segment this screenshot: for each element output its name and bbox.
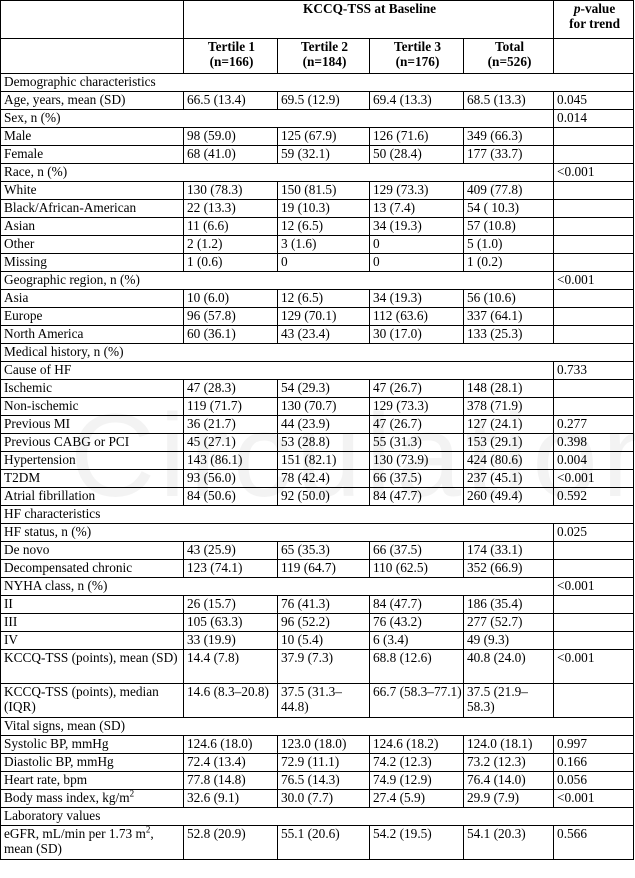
table-row <box>1 684 634 718</box>
table-row <box>1 74 634 92</box>
pvalue-cell: <0.001 <box>554 272 634 290</box>
value-cell: 68.5 (13.3) <box>464 92 554 110</box>
value-cell: 0 <box>370 236 464 254</box>
table-row <box>1 488 634 506</box>
header-row-columns <box>1 39 634 74</box>
row-label: Atrial fibrillation <box>1 488 184 506</box>
pvalue-cell <box>554 614 634 632</box>
row-label: Non-ischemic <box>1 398 184 416</box>
column-header-tertile-3: Tertile 3 (n=176) <box>370 39 464 74</box>
value-cell: 72.4 (13.4) <box>184 754 278 772</box>
value-cell: 56 (10.6) <box>464 290 554 308</box>
row-subheading: Race, n (%) <box>1 164 554 182</box>
value-cell: 66 (37.5) <box>370 470 464 488</box>
row-label-text: eGFR, mL/min per 1.73 m <box>4 826 146 841</box>
value-cell: 14.4 (7.8) <box>184 650 278 684</box>
row-label: Other <box>1 236 184 254</box>
pvalue-cell: 0.398 <box>554 434 634 452</box>
pvalue-cell <box>554 200 634 218</box>
table-row <box>1 614 634 632</box>
pvalue-cell: 0.592 <box>554 488 634 506</box>
value-cell: 424 (80.6) <box>464 452 554 470</box>
row-label: KCCQ-TSS (points), median (IQR) <box>1 684 184 718</box>
value-cell: 44 (23.9) <box>278 416 370 434</box>
pvalue-cell: 0.004 <box>554 452 634 470</box>
pvalue-cell <box>554 326 634 344</box>
table-row <box>1 470 634 488</box>
row-subheading: Sex, n (%) <box>1 110 554 128</box>
value-cell: 14.6 (8.3–20.8) <box>184 684 278 718</box>
value-cell: 74.9 (12.9) <box>370 772 464 790</box>
pvalue-cell <box>554 128 634 146</box>
pvalue-cell <box>554 182 634 200</box>
value-cell: 54 ( 10.3) <box>464 200 554 218</box>
table-row <box>1 362 634 380</box>
value-cell: 153 (29.1) <box>464 434 554 452</box>
value-cell: 150 (81.5) <box>278 182 370 200</box>
pvalue-cell: 0.166 <box>554 754 634 772</box>
value-cell: 409 (77.8) <box>464 182 554 200</box>
value-cell: 129 (70.1) <box>278 308 370 326</box>
value-cell: 1 (0.6) <box>184 254 278 272</box>
pvalue-cell: <0.001 <box>554 578 634 596</box>
section-heading: Medical history, n (%) <box>1 344 634 362</box>
value-cell: 69.4 (13.3) <box>370 92 464 110</box>
section-heading: Laboratory values <box>1 808 634 826</box>
table-row <box>1 308 634 326</box>
value-cell: 105 (63.3) <box>184 614 278 632</box>
value-cell: 34 (19.3) <box>370 218 464 236</box>
pvalue-header: p-value for trend <box>554 1 634 39</box>
row-subheading: Cause of HF <box>1 362 554 380</box>
group-title: KCCQ-TSS at Baseline <box>184 1 554 39</box>
pvalue-cell <box>554 146 634 164</box>
value-cell: 0 <box>278 254 370 272</box>
value-cell: 72.9 (11.1) <box>278 754 370 772</box>
pvalue-cell: 0.997 <box>554 736 634 754</box>
value-cell: 130 (73.9) <box>370 452 464 470</box>
pvalue-cell: <0.001 <box>554 164 634 182</box>
row-label: Asian <box>1 218 184 236</box>
value-cell: 34 (19.3) <box>370 290 464 308</box>
value-cell: 174 (33.1) <box>464 542 554 560</box>
value-cell: 125 (67.9) <box>278 128 370 146</box>
row-label: Europe <box>1 308 184 326</box>
value-cell: 54 (29.3) <box>278 380 370 398</box>
value-cell: 47 (26.7) <box>370 380 464 398</box>
value-cell: 133 (25.3) <box>464 326 554 344</box>
pvalue-cell: 0.277 <box>554 416 634 434</box>
pvalue-cell: 0.025 <box>554 524 634 542</box>
table-row <box>1 808 634 826</box>
value-cell: 96 (57.8) <box>184 308 278 326</box>
row-label: White <box>1 182 184 200</box>
table-row <box>1 92 634 110</box>
row-label: T2DM <box>1 470 184 488</box>
value-cell: 50 (28.4) <box>370 146 464 164</box>
table-row <box>1 128 634 146</box>
column-header-tertile-2: Tertile 2 (n=184) <box>278 39 370 74</box>
row-label: Asia <box>1 290 184 308</box>
row-label: Hypertension <box>1 452 184 470</box>
row-label <box>1 790 184 808</box>
value-cell: 84 (47.7) <box>370 488 464 506</box>
table-row <box>1 416 634 434</box>
row-label-text: , mean (SD) <box>4 826 154 856</box>
value-cell: 22 (13.3) <box>184 200 278 218</box>
value-cell: 277 (52.7) <box>464 614 554 632</box>
pvalue-cell: 0.014 <box>554 110 634 128</box>
value-cell: 43 (25.9) <box>184 542 278 560</box>
value-cell: 98 (59.0) <box>184 128 278 146</box>
section-heading: HF characteristics <box>1 506 634 524</box>
table-row <box>1 218 634 236</box>
column-header-total: Total (n=526) <box>464 39 554 74</box>
row-label: Missing <box>1 254 184 272</box>
table-row <box>1 754 634 772</box>
value-cell: 74.2 (12.3) <box>370 754 464 772</box>
value-cell: 186 (35.4) <box>464 596 554 614</box>
row-label: III <box>1 614 184 632</box>
table-row <box>1 452 634 470</box>
value-cell: 124.6 (18.0) <box>184 736 278 754</box>
value-cell: 33 (19.9) <box>184 632 278 650</box>
value-cell: 93 (56.0) <box>184 470 278 488</box>
value-cell: 11 (6.6) <box>184 218 278 236</box>
row-label: Black/African-American <box>1 200 184 218</box>
value-cell: 52.8 (20.9) <box>184 826 278 860</box>
value-cell: 10 (6.0) <box>184 290 278 308</box>
table-row <box>1 524 634 542</box>
table-row <box>1 772 634 790</box>
table-row <box>1 398 634 416</box>
value-cell: 36 (21.7) <box>184 416 278 434</box>
value-cell: 66.5 (13.4) <box>184 92 278 110</box>
pvalue-cell <box>554 236 634 254</box>
value-cell: 66 (37.5) <box>370 542 464 560</box>
pvalue-cell: <0.001 <box>554 650 634 684</box>
row-label: De novo <box>1 542 184 560</box>
value-cell: 130 (70.7) <box>278 398 370 416</box>
table-row <box>1 254 634 272</box>
value-cell: 112 (63.6) <box>370 308 464 326</box>
table-row <box>1 290 634 308</box>
value-cell: 73.2 (12.3) <box>464 754 554 772</box>
row-subheading: NYHA class, n (%) <box>1 578 554 596</box>
value-cell: 40.8 (24.0) <box>464 650 554 684</box>
row-label: Female <box>1 146 184 164</box>
value-cell: 66.7 (58.3–77.1) <box>370 684 464 718</box>
table-row <box>1 650 634 684</box>
value-cell: 110 (62.5) <box>370 560 464 578</box>
value-cell: 78 (42.4) <box>278 470 370 488</box>
table-row <box>1 506 634 524</box>
row-label: IV <box>1 632 184 650</box>
value-cell: 119 (71.7) <box>184 398 278 416</box>
value-cell: 12 (6.5) <box>278 290 370 308</box>
pvalue-cell: <0.001 <box>554 790 634 808</box>
value-cell: 126 (71.6) <box>370 128 464 146</box>
table-row <box>1 434 634 452</box>
header-empty-cell <box>1 1 184 39</box>
pvalue-cell: 0.733 <box>554 362 634 380</box>
pvalue-cell <box>554 398 634 416</box>
row-label: Decompensated chronic <box>1 560 184 578</box>
value-cell: 37.9 (7.3) <box>278 650 370 684</box>
value-cell: 69.5 (12.9) <box>278 92 370 110</box>
value-cell: 378 (71.9) <box>464 398 554 416</box>
value-cell: 60 (36.1) <box>184 326 278 344</box>
pvalue-cell <box>554 684 634 718</box>
table-row <box>1 146 634 164</box>
pvalue-cell: 0.566 <box>554 826 634 860</box>
superscript: 2 <box>129 789 135 799</box>
pvalue-cell: 0.056 <box>554 772 634 790</box>
value-cell: 37.5 (21.9–58.3) <box>464 684 554 718</box>
section-heading: Demographic characteristics <box>1 74 634 92</box>
value-cell: 37.5 (31.3–44.8) <box>278 684 370 718</box>
pvalue-cell <box>554 218 634 236</box>
value-cell: 237 (45.1) <box>464 470 554 488</box>
value-cell: 124.0 (18.1) <box>464 736 554 754</box>
value-cell: 45 (27.1) <box>184 434 278 452</box>
table-row <box>1 596 634 614</box>
value-cell: 177 (33.7) <box>464 146 554 164</box>
value-cell: 349 (66.3) <box>464 128 554 146</box>
table-row <box>1 826 634 860</box>
value-cell: 0 <box>370 254 464 272</box>
value-cell: 260 (49.4) <box>464 488 554 506</box>
table-row <box>1 736 634 754</box>
value-cell: 54.2 (19.5) <box>370 826 464 860</box>
row-label: Previous CABG or PCI <box>1 434 184 452</box>
value-cell: 123 (74.1) <box>184 560 278 578</box>
table-row <box>1 272 634 290</box>
row-label-text: Body mass index, kg/m <box>4 790 130 805</box>
pvalue-cell <box>554 596 634 614</box>
pvalue-cell: 0.045 <box>554 92 634 110</box>
table-row <box>1 790 634 808</box>
value-cell: 12 (6.5) <box>278 218 370 236</box>
table-row <box>1 632 634 650</box>
value-cell: 54.1 (20.3) <box>464 826 554 860</box>
pvalue-cell <box>554 560 634 578</box>
row-label: Diastolic BP, mmHg <box>1 754 184 772</box>
table-row <box>1 344 634 362</box>
value-cell: 84 (50.6) <box>184 488 278 506</box>
value-cell: 55 (31.3) <box>370 434 464 452</box>
pvalue-cell <box>554 542 634 560</box>
value-cell: 57 (10.8) <box>464 218 554 236</box>
table-row <box>1 110 634 128</box>
value-cell: 148 (28.1) <box>464 380 554 398</box>
column-header-tertile-1: Tertile 1 (n=166) <box>184 39 278 74</box>
row-label: Systolic BP, mmHg <box>1 736 184 754</box>
value-cell: 151 (82.1) <box>278 452 370 470</box>
section-heading: Vital signs, mean (SD) <box>1 718 634 736</box>
table-row <box>1 164 634 182</box>
value-cell: 10 (5.4) <box>278 632 370 650</box>
pvalue-cell <box>554 308 634 326</box>
value-cell: 47 (28.3) <box>184 380 278 398</box>
value-cell: 6 (3.4) <box>370 632 464 650</box>
value-cell: 123.0 (18.0) <box>278 736 370 754</box>
value-cell: 77.8 (14.8) <box>184 772 278 790</box>
row-label: Ischemic <box>1 380 184 398</box>
row-label: Previous MI <box>1 416 184 434</box>
value-cell: 2 (1.2) <box>184 236 278 254</box>
value-cell: 68 (41.0) <box>184 146 278 164</box>
row-subheading: HF status, n (%) <box>1 524 554 542</box>
value-cell: 84 (47.7) <box>370 596 464 614</box>
value-cell: 43 (23.4) <box>278 326 370 344</box>
table-row <box>1 200 634 218</box>
row-label: Age, years, mean (SD) <box>1 92 184 110</box>
value-cell: 129 (73.3) <box>370 398 464 416</box>
value-cell: 76 (41.3) <box>278 596 370 614</box>
value-cell: 53 (28.8) <box>278 434 370 452</box>
pvalue-cell <box>554 632 634 650</box>
row-label: Male <box>1 128 184 146</box>
header-empty-cell <box>1 39 184 74</box>
value-cell: 55.1 (20.6) <box>278 826 370 860</box>
value-cell: 124.6 (18.2) <box>370 736 464 754</box>
table-row <box>1 236 634 254</box>
value-cell: 129 (73.3) <box>370 182 464 200</box>
value-cell: 5 (1.0) <box>464 236 554 254</box>
superscript: 2 <box>145 825 151 835</box>
value-cell: 49 (9.3) <box>464 632 554 650</box>
value-cell: 3 (1.6) <box>278 236 370 254</box>
value-cell: 68.8 (12.6) <box>370 650 464 684</box>
pvalue-cell <box>554 254 634 272</box>
value-cell: 76.5 (14.3) <box>278 772 370 790</box>
row-label: Heart rate, bpm <box>1 772 184 790</box>
value-cell: 29.9 (7.9) <box>464 790 554 808</box>
value-cell: 76 (43.2) <box>370 614 464 632</box>
value-cell: 76.4 (14.0) <box>464 772 554 790</box>
value-cell: 13 (7.4) <box>370 200 464 218</box>
pvalue-cell: <0.001 <box>554 470 634 488</box>
value-cell: 143 (86.1) <box>184 452 278 470</box>
value-cell: 337 (64.1) <box>464 308 554 326</box>
value-cell: 127 (24.1) <box>464 416 554 434</box>
value-cell: 96 (52.2) <box>278 614 370 632</box>
table-row <box>1 182 634 200</box>
table-row <box>1 718 634 736</box>
value-cell: 32.6 (9.1) <box>184 790 278 808</box>
table-row <box>1 542 634 560</box>
pvalue-cell <box>554 380 634 398</box>
value-cell: 65 (35.3) <box>278 542 370 560</box>
value-cell: 26 (15.7) <box>184 596 278 614</box>
value-cell: 30 (17.0) <box>370 326 464 344</box>
row-label: North America <box>1 326 184 344</box>
pvalue-cell <box>554 290 634 308</box>
row-label <box>1 826 184 860</box>
value-cell: 27.4 (5.9) <box>370 790 464 808</box>
row-subheading: Geographic region, n (%) <box>1 272 554 290</box>
header-row-group <box>1 1 634 39</box>
value-cell: 59 (32.1) <box>278 146 370 164</box>
value-cell: 130 (78.3) <box>184 182 278 200</box>
table-row <box>1 578 634 596</box>
value-cell: 30.0 (7.7) <box>278 790 370 808</box>
header-empty-cell <box>554 39 634 74</box>
value-cell: 1 (0.2) <box>464 254 554 272</box>
table-row <box>1 326 634 344</box>
value-cell: 119 (64.7) <box>278 560 370 578</box>
value-cell: 352 (66.9) <box>464 560 554 578</box>
table-row <box>1 560 634 578</box>
value-cell: 19 (10.3) <box>278 200 370 218</box>
table-row <box>1 380 634 398</box>
row-label: II <box>1 596 184 614</box>
value-cell: 47 (26.7) <box>370 416 464 434</box>
value-cell: 92 (50.0) <box>278 488 370 506</box>
row-label: KCCQ-TSS (points), mean (SD) <box>1 650 184 684</box>
